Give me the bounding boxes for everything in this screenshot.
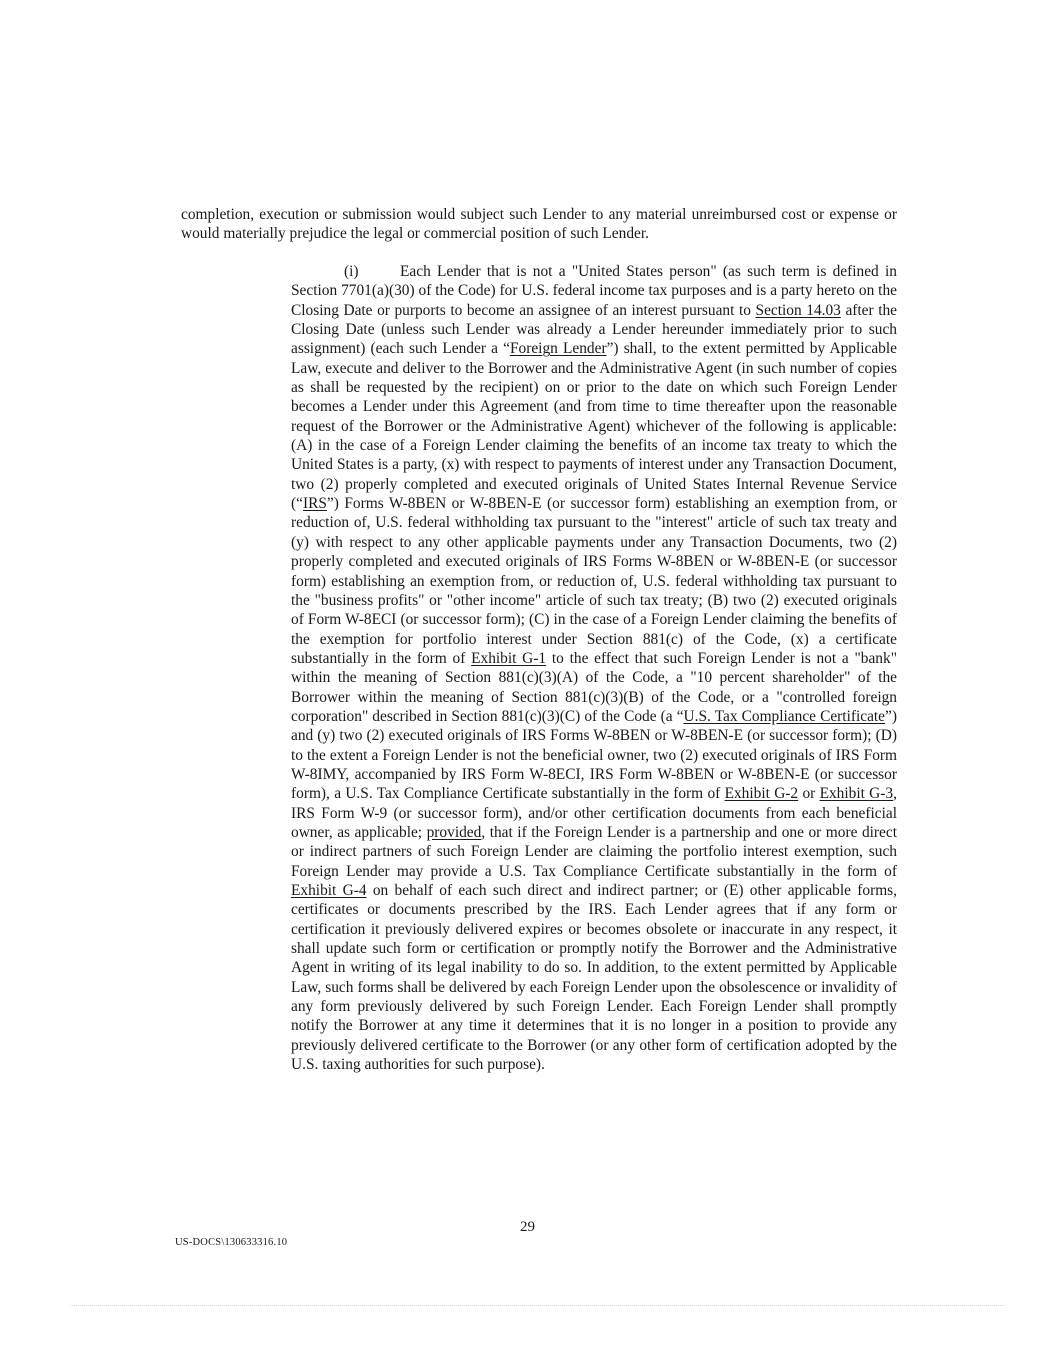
defined-term-tax-compliance-certificate: U.S. Tax Compliance Certificate: [683, 707, 886, 725]
continuation-paragraph: completion, execution or submission would subject such Lender to any material unreimbursed cost or expense or would materially prejudice the legal or commercial position of such Lender.: [181, 206, 897, 243]
defined-term-irs: IRS: [302, 495, 327, 513]
proviso-term: provided: [426, 823, 482, 841]
clause-i-paragraph: [291, 262, 897, 1074]
clause-text: ”) shall, to the extent permitted by Applicable Law, execute and deliver to the Borrower and the Administrative Agent (in such number of copies as shall be requested by the recipient) on or prior to the date on which such Foreign Lender becomes a Lender under this Agreement (and from time to time thereafter upon the reasonable request of the Borrower or the Administrative Agent) whichever of the following is applicable: (A) in the case of a Foreign Lender claiming the benefits of an income tax treaty to which the United States is a party, (x) with respect to payments of interest under any Transaction Document, two (2) properly completed and executed originals of United States Internal Revenue Service (“: [291, 340, 897, 513]
exhibit-reference: Exhibit G-1: [471, 649, 547, 667]
clause-text: Each Lender that is not a "United States person" (as such term is defined in Section 7701(a)(30) of the Code) for U.S. federal income tax purposes and is a party hereto on the Closing Date or purports to become an assignee of an interest pursuant to: [291, 263, 897, 319]
clause-text: after the Closing Date (unless such Lender was already a Lender hereunder immediately prior to such assignment) (each such Lender a “: [291, 301, 897, 358]
defined-term-foreign-lender: Foreign Lender: [509, 340, 607, 358]
document-identifier: US-DOCS\130633316.10: [175, 1237, 288, 1248]
exhibit-reference: Exhibit G-2: [724, 785, 799, 803]
exhibit-reference: Exhibit G-3: [819, 785, 894, 803]
bottom-divider: [70, 1305, 1005, 1306]
clause-text: on behalf of each such direct and indirect partner; or (E) other applicable forms, certificates or documents prescribed by the IRS. Each Lender agrees that if any form or certification it previously delivered expires or becomes obsolete or inaccurate in any respect, it shall update such form or certification or promptly notify the Borrower and the Administrative Agent in writing of its legal inability to do so. In addition, to the extent permitted by Applicable Law, such forms shall be delivered by each Foreign Lender upon the obsolescence or invalidity of any form previously delivered by such Foreign Lender. Each Foreign Lender shall promptly notify the Borrower at any time it determines that it is no longer in a position to provide any previously delivered certificate to the Borrower (or any other form of certification adopted by the U.S. taxing authorities for such purpose).: [291, 882, 897, 1074]
clause-number: (i): [344, 263, 359, 280]
clause-text: or: [798, 785, 820, 803]
exhibit-reference: Exhibit G-4: [291, 882, 367, 899]
clause-text: ”) Forms W-8BEN or W-8BEN-E (or successor form) establishing an exemption from, or reduction of, U.S. federal withholding tax pursuant to the "interest" article of such tax treaty and (y) with respect to any other applicable payments under any Transaction Documents, two (2) properly completed and executed originals of IRS Forms W-8BEN or W-8BEN-E (or successor form) establishing an exemption from, or reduction of, U.S. federal withholding tax pursuant to the "business profits" or "other income" article of such tax treaty; (B) two (2) executed originals of Form W-8ECI (or successor form); (C) in the case of a Foreign Lender claiming the benefits of the exemption for portfolio interest under Section 881(c) of the Code, (x) a certificate substantially in the form of: [291, 495, 897, 667]
clause-text: , that if the Foreign Lender is a partnership and one or more direct or indirect partners of such Foreign Lender are claiming the portfolio interest exemption, such Foreign Lender may provide a U.S. Tax Compliance Certificate substantially in the form of: [291, 823, 897, 880]
clause-text: , IRS Form W-9 (or successor form), and/or other certification documents from each beneficial owner, as applicable;: [291, 785, 897, 841]
page-number: 29: [520, 1219, 535, 1235]
clause-text: to the effect that such Foreign Lender is not a "bank" within the meaning of Section 881(c)(3)(A) of the Code, a "10 percent shareholder" of the Borrower within the meaning of Section 881(c)(3)(B) of the Code, or a "controlled foreign corporation" described in Section 881(c)(3)(C) of the Code (a “: [291, 649, 897, 725]
clause-text: ”) and (y) two (2) executed originals of IRS Forms W-8BEN or W-8BEN-E (or successor form); (D) to the extent a Foreign Lender is not the beneficial owner, two (2) executed originals of IRS Form W-8IMY, accompanied by IRS Form W-8ECI, IRS Form W-8BEN or W-8BEN-E (or successor form), a U.S. Tax Compliance Certificate substantially in the form of: [291, 707, 897, 803]
section-reference: Section 14.03: [755, 301, 841, 319]
